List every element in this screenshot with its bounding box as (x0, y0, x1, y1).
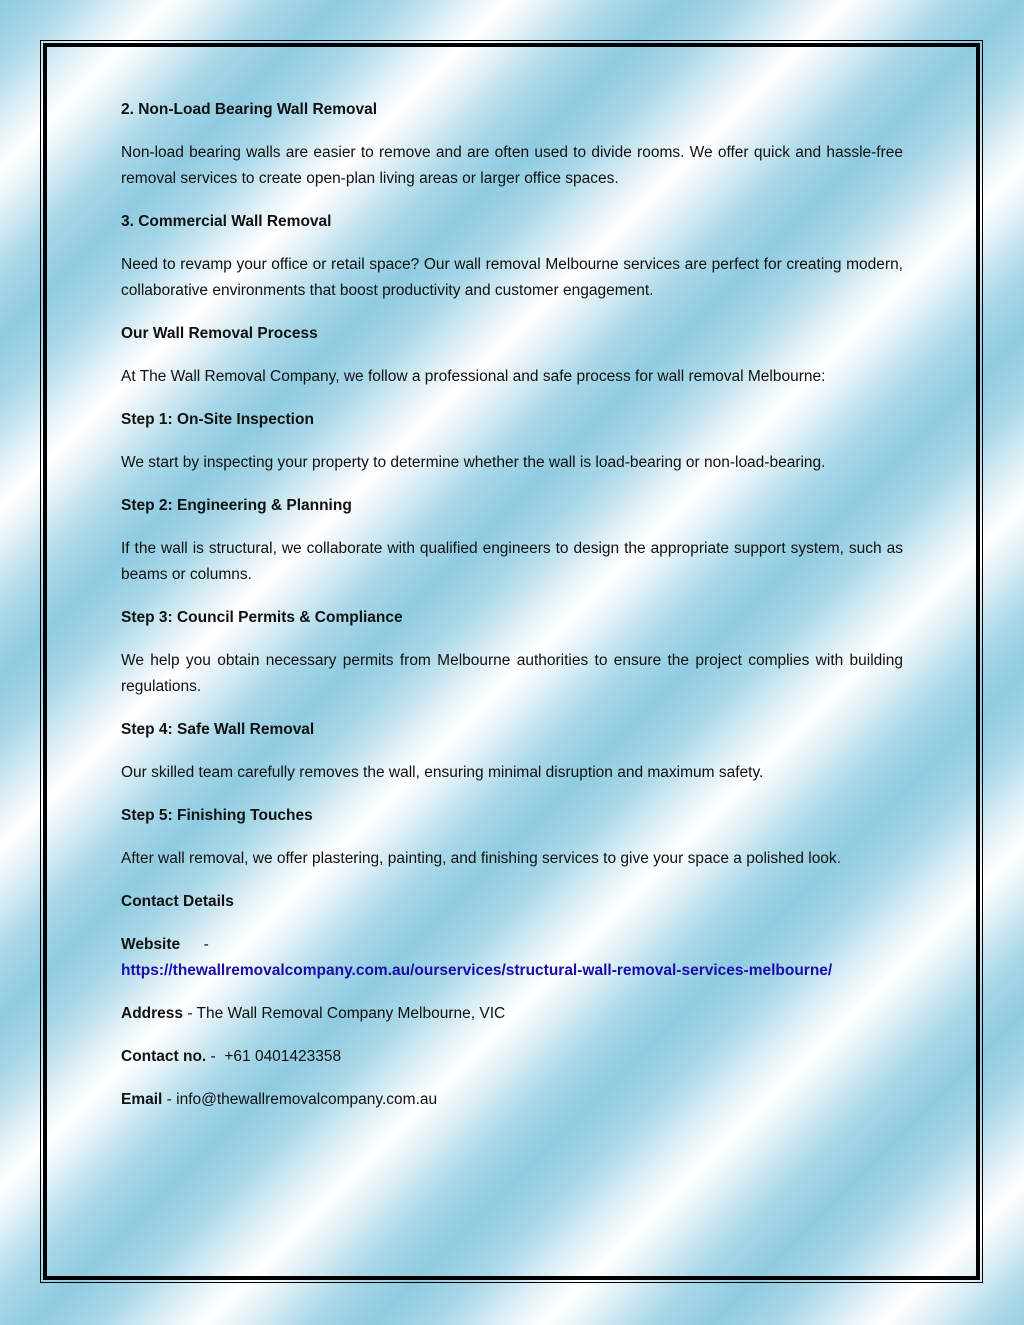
phone-separator: - (206, 1048, 225, 1065)
website-line (121, 932, 903, 984)
step-heading: Step 5: Finishing Touches (121, 807, 313, 824)
email-separator: - (162, 1091, 177, 1108)
step-heading: Step 3: Council Permits & Compliance (121, 609, 403, 626)
document-body (121, 97, 903, 1130)
section-heading: Our Wall Removal Process (121, 325, 318, 342)
section-heading: 3. Commercial Wall Removal (121, 213, 332, 230)
phone-label: Contact no. (121, 1048, 207, 1065)
step-paragraph: We help you obtain necessary permits from Melbourne authorities to ensure the project complies with building regulations. (121, 652, 903, 695)
step-paragraph: After wall removal, we offer plastering, painting, and finishing services to give your space a polished look. (121, 850, 841, 867)
email-value: info@thewallremovalcompany.com.au (176, 1091, 438, 1108)
email-label: Email (121, 1091, 163, 1108)
step-heading: Step 2: Engineering & Planning (121, 497, 352, 514)
step-heading: Step 1: On-Site Inspection (121, 411, 314, 428)
website-label: Website (121, 936, 181, 953)
step-paragraph: We start by inspecting your property to determine whether the wall is load-bearing or non-load-bearing. (121, 454, 826, 471)
address-line (121, 1001, 903, 1027)
website-separator: - (203, 936, 209, 953)
address-label: Address (121, 1005, 184, 1022)
phone-value: +61 0401423358 (224, 1048, 342, 1065)
address-separator: - (183, 1005, 197, 1022)
section-heading: 2. Non-Load Bearing Wall Removal (121, 101, 378, 118)
contact-heading: Contact Details (121, 893, 234, 910)
step-paragraph: If the wall is structural, we collaborate with qualified engineers to design the appropriate support system, such as beams or columns. (121, 540, 903, 583)
email-line (121, 1087, 903, 1113)
phone-line (121, 1044, 903, 1070)
address-value: The Wall Removal Company Melbourne, VIC (196, 1005, 506, 1022)
website-link[interactable]: https://thewallremovalcompany.com.au/ourservices/structural-wall-removal-services-melbourne/ (121, 962, 833, 979)
section-paragraph: Non-load bearing walls are easier to remove and are often used to divide rooms. We offer quick and hassle-free removal services to create open-plan living areas or larger office spaces. (121, 144, 903, 187)
step-heading: Step 4: Safe Wall Removal (121, 721, 315, 738)
section-paragraph: Need to revamp your office or retail space? Our wall removal Melbourne services are perfect for creating modern, collaborative environments that boost productivity and customer engagement. (121, 256, 903, 299)
step-paragraph: Our skilled team carefully removes the wall, ensuring minimal disruption and maximum safety. (121, 764, 764, 781)
section-paragraph: At The Wall Removal Company, we follow a professional and safe process for wall removal Melbourne: (121, 368, 826, 385)
